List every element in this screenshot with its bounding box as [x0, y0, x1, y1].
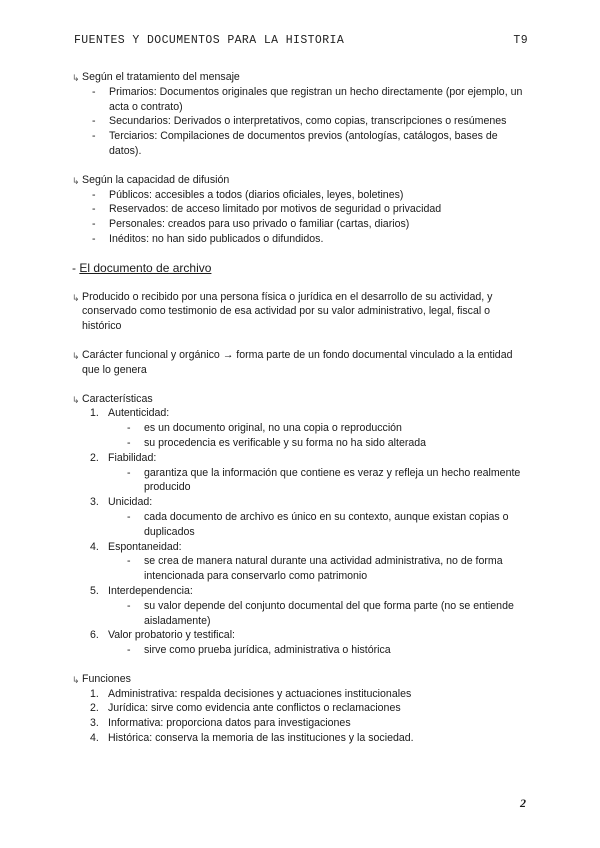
- section-heading-funciones: ↳ Funciones: [72, 672, 532, 687]
- list-item: - Inéditos: no han sido publicados o difundidos.: [92, 232, 324, 245]
- list-item: - Secundarios: Derivados o interpretativos, como copias, transcripciones o resúmenes: [92, 115, 507, 128]
- archivo-definicion: ↳ Producido o recibido por una persona física o jurídica en el desarrollo de su actividad, y conservado como testimonio de esa actividad por su valor administrativo, legal, fiscal o histórico: [72, 290, 532, 334]
- section-heading-difusion: ↳ Según la capacidad de difusión: [72, 173, 532, 188]
- section-title-archivo: - El documento de archivo: [72, 260, 212, 275]
- hook-arrow-icon: ↳: [72, 394, 80, 405]
- list-item: 1. Autenticidad: - es un documento original, no una copia o reproducción - su procedencia es verificable y su forma no ha sido alterada: [90, 406, 532, 450]
- sub-item: - se crea de manera natural durante una actividad administrativa, no de forma intencionada para conservarlo como patrimonio: [127, 555, 503, 583]
- hook-arrow-icon: ↳: [72, 674, 80, 685]
- hook-arrow-icon: ↳: [72, 175, 80, 186]
- page-content: [72, 70, 532, 746]
- section-heading-tratamiento: ↳ Según el tratamiento del mensaje: [72, 70, 532, 85]
- archivo-caracter: ↳ Carácter funcional y orgánico → forma parte de un fondo documental vinculado a la entidad que lo genera: [72, 348, 532, 378]
- header-code: T9: [513, 34, 528, 47]
- sub-item: - cada documento de archivo es único en su contexto, aunque existan copias o duplicados: [127, 510, 509, 538]
- list-difusion: [72, 188, 532, 247]
- list-item: 3. Informativa: proporciona datos para investigaciones: [90, 717, 351, 730]
- list-item: 5. Interdependencia: - su valor depende del conjunto documental del que forma parte (no se entiende aisladamente): [90, 584, 532, 628]
- list-item: 3. Unicidad: - cada documento de archivo es único en su contexto, aunque existan copias o duplicados: [90, 495, 532, 539]
- header-title: FUENTES Y DOCUMENTOS PARA LA HISTORIA: [74, 34, 345, 47]
- section-heading-caracteristicas: ↳ Características: [72, 392, 532, 407]
- sub-item: - es un documento original, no una copia o reproducción: [127, 422, 402, 435]
- list-tratamiento: [72, 85, 532, 159]
- list-item: - Primarios: Documentos originales que registran un hecho directamente (por ejemplo, un acta o contrato): [92, 85, 523, 113]
- hook-arrow-icon: ↳: [72, 73, 80, 83]
- list-item: 2. Fiabilidad: - garantiza que la información que contiene es veraz y refleja un hecho realmente producido: [90, 451, 532, 495]
- list-item: 6. Valor probatorio y testifical: - sirve como prueba jurídica, administrativa o histórica: [90, 628, 532, 658]
- list-item: 4. Histórica: conserva la memoria de las instituciones y la sociedad.: [90, 732, 414, 745]
- sub-item: - su valor depende del conjunto documental del que forma parte (no se entiende aisladamente): [127, 599, 514, 627]
- list-item: 2. Jurídica: sirve como evidencia ante conflictos o reclamaciones: [90, 702, 401, 715]
- sub-item: - sirve como prueba jurídica, administrativa o histórica: [127, 644, 391, 657]
- list-item: 1. Administrativa: respalda decisiones y actuaciones institucionales: [90, 687, 412, 700]
- page-header: [74, 34, 528, 50]
- list-item: - Públicos: accesibles a todos (diarios oficiales, leyes, boletines): [92, 188, 404, 201]
- list-caracteristicas: [72, 406, 532, 658]
- list-funciones: [72, 687, 532, 746]
- hook-arrow-icon: ↳: [72, 292, 80, 303]
- list-item: - Reservados: de acceso limitado por motivos de seguridad o privacidad: [92, 203, 442, 216]
- list-item: - Personales: creados para uso privado o familiar (cartas, diarios): [92, 218, 410, 231]
- sub-item: - garantiza que la información que contiene es veraz y refleja un hecho realmente producido: [127, 466, 521, 494]
- page-number: 2: [520, 796, 526, 810]
- list-item: 4. Espontaneidad: - se crea de manera natural durante una actividad administrativa, no de forma intencionada para conservarlo como patrimonio: [90, 540, 532, 584]
- list-item: - Terciarios: Compilaciones de documentos previos (antologías, catálogos, bases de datos).: [92, 130, 498, 157]
- hook-arrow-icon: ↳: [72, 350, 80, 361]
- sub-item: - su procedencia es verificable y su forma no ha sido alterada: [127, 436, 427, 449]
